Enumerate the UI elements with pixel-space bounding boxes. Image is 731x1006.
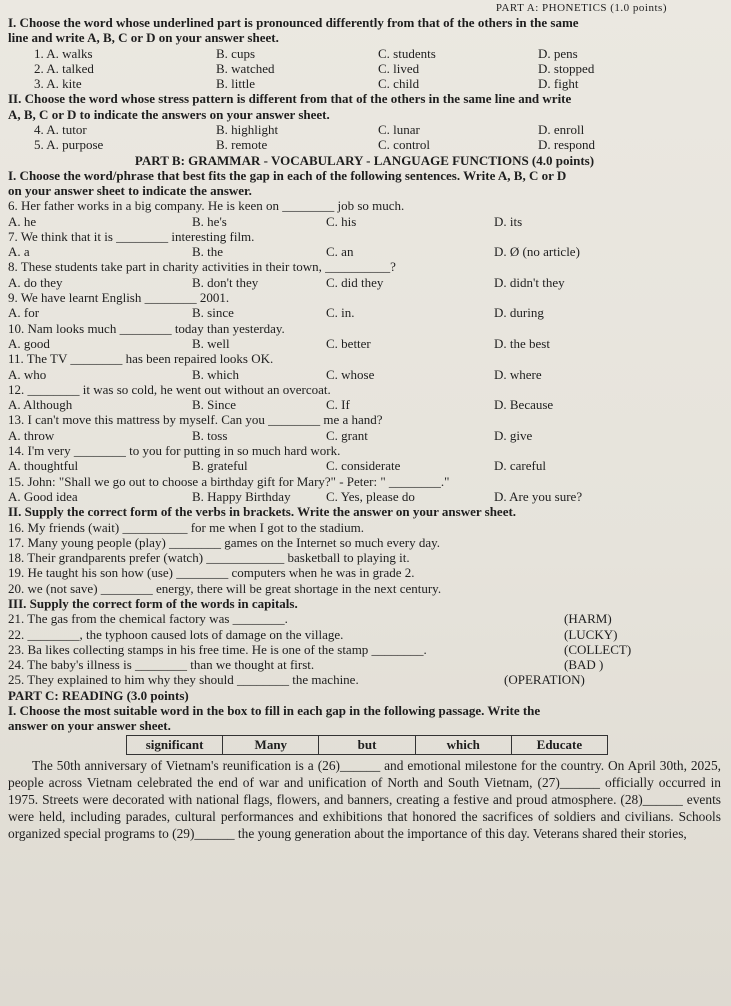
stress-question-5: 5. A. purpose B. remote C. control D. respond [34, 137, 596, 153]
question-6-options: A. he B. he's C. his D. its [8, 213, 523, 229]
question-7-options: A. a B. the C. an D. Ø (no article) [8, 244, 580, 260]
question-9: 9. We have learnt English ________ 2001. [8, 290, 230, 306]
grammar-instruction-line-1: I. Choose the word/phrase that best fits the gap in each of the following sentences. Write A, B, C or D [8, 167, 567, 183]
word-box-item: but [319, 736, 415, 754]
phonetics-question-3: 3. A. kite B. little C. child D. fight [34, 76, 579, 92]
question-14: 14. I'm very ________ to you for putting in so much hard work. [8, 443, 341, 459]
question-11-options: A. who B. which C. whose D. where [8, 366, 542, 382]
question-13: 13. I can't move this mattress by myself. Can you ________ me a hand? [8, 412, 383, 428]
word-box [126, 735, 608, 755]
question-13-options: A. throw B. toss C. grant D. give [8, 427, 533, 443]
question-11: 11. The TV ________ has been repaired looks OK. [8, 351, 274, 367]
question-18: 18. Their grandparents prefer (watch) ____________ basketball to playing it. [8, 550, 410, 566]
question-17: 17. Many young people (play) ________ games on the Internet so much every day. [8, 534, 441, 550]
question-14-options: A. thoughtful B. grateful C. considerate D. careful [8, 458, 546, 474]
question-10: 10. Nam looks much ________ today than yesterday. [8, 320, 285, 336]
question-19: 19. He taught his son how (use) ________ computers when he was in grade 2. [8, 565, 415, 581]
phonetics-question-1: 1. A. walks B. cups C. students D. pens [34, 45, 578, 61]
question-9-options: A. for B. since C. in. D. during [8, 305, 544, 321]
part-a-title: PART A: PHONETICS (1.0 points) [495, 2, 667, 14]
word-box-item: which [416, 736, 512, 754]
question-12-options: A. Although B. Since C. If D. Because [8, 397, 554, 413]
question-8: 8. These students take part in charity activities in their town, __________? [8, 259, 396, 275]
reading-passage: The 50th anniversary of Vietnam's reunification is a (26)______ and emotional milestone for the country. On April 30th, 2025, people across Vietnam celebrated the end of war and unification of North and South Vietnam, (27)______ officially occurred in 1975. Streets were decorated with national flags, flowers, and banners, creating a festive and proud atmosphere. (28)______ events were held, including parades, cultural performances and exhibitions that honored the sacrifices of soldiers and civilians. Schools organized special programs to (29)______ the young generation about the importance of this day. Veterans shared their stories, [8, 757, 721, 841]
phonetics-instruction-line-1: I. Choose the word whose underlined part is pronounced differently from that of the others in the same [8, 15, 579, 30]
word-box-item: Educate [536, 736, 583, 752]
question-20: 20. we (not save) ________ energy, there will be great shortage in the next century. [8, 580, 442, 596]
question-25: 25. They explained to him why they should ________ the machine. (OPERATION) [8, 672, 585, 688]
question-16: 16. My friends (wait) __________ for me when I got to the stadium. [8, 519, 364, 535]
question-23: 23. Ba likes collecting stamps in his free time. He is one of the stamp ________. (COLLECT) [8, 641, 632, 657]
question-12: 12. ________ it was so cold, he went out without an overcoat. [8, 381, 331, 397]
reading-instruction-line-1: I. Choose the most suitable word in the box to fill in each gap in the following passage. Write the [8, 703, 541, 719]
question-7: 7. We think that it is ________ interesting film. [8, 228, 255, 244]
stress-instruction-line-1: II. Choose the word whose stress pattern is different from that of the others in the same line and write [8, 91, 572, 107]
question-6: 6. Her father works in a big company. He is keen on ________ job so much. [8, 198, 405, 214]
question-10-options: A. good B. well C. better D. the best [8, 335, 550, 351]
grammar-instruction-line-2: on your answer sheet to indicate the answer. [8, 182, 252, 198]
question-8-options: A. do they B. don't they C. did they D. didn't they [8, 274, 565, 290]
reading-instruction-line-2: answer on your answer sheet. [8, 718, 171, 734]
question-24: 24. The baby's illness is ________ than we thought at first. (BAD ) [8, 657, 604, 673]
verbs-instruction: II. Supply the correct form of the verbs in brackets. Write the answer on your answer sheet. [8, 504, 517, 520]
word-box-item: significant [127, 736, 223, 754]
stress-instruction-line-2: A, B, C or D to indicate the answers on your answer sheet. [8, 106, 330, 122]
part-b-title: PART B: GRAMMAR - VOCABULARY - LANGUAGE FUNCTIONS (4.0 points) [134, 152, 595, 168]
question-22: 22. ________, the typhoon caused lots of damage on the village. (LUCKY) [8, 626, 618, 642]
question-21: 21. The gas from the chemical factory was ________. (HARM) [8, 611, 612, 627]
word-forms-instruction: III. Supply the correct form of the words in capitals. [8, 595, 298, 611]
phonetics-instruction-line-2: line and write A, B, C or D on your answer sheet. [8, 30, 279, 46]
word-box-item: Many [223, 736, 319, 754]
stress-question-4: 4. A. tutor B. highlight C. lunar D. enroll [34, 122, 585, 138]
question-15: 15. John: "Shall we go out to choose a birthday gift for Mary?" - Peter: " ________." [8, 473, 450, 489]
question-15-options: A. Good idea B. Happy Birthday C. Yes, please do D. Are you sure? [8, 488, 583, 504]
phonetics-question-2: 2. A. talked B. watched C. lived D. stopped [34, 60, 595, 76]
part-c-title: PART C: READING (3.0 points) [8, 687, 189, 703]
